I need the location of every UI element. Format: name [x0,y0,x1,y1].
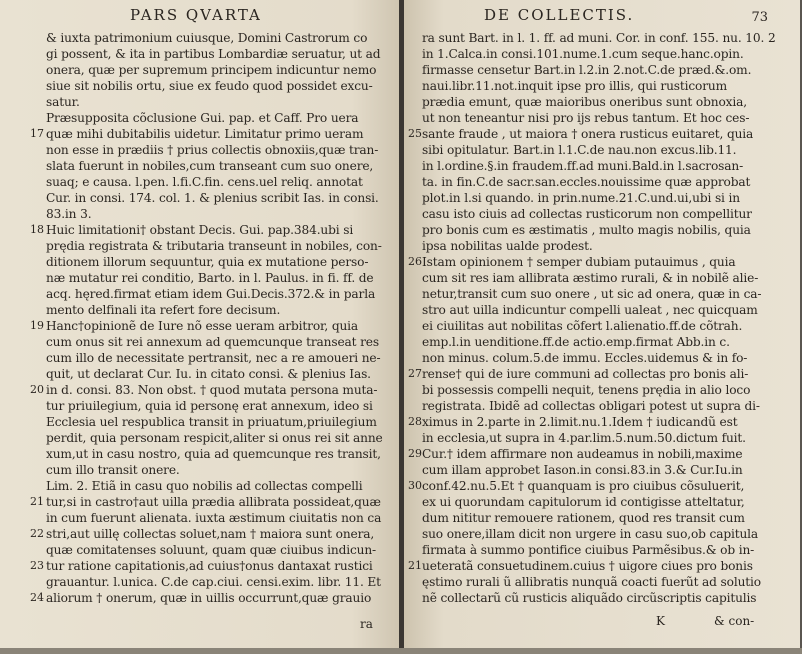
left-page [0,0,401,648]
right-page [404,0,800,648]
margin-number: 17 [30,127,44,140]
text-line: Istam opinionem † semper dubiam putauimus , quia [422,255,736,269]
text-line: ueteratã consuetudinem.cuius † uigore ciues pro bonis [422,559,753,573]
text-line: quæ comitatenses soluunt, quam quæ ciuibus indicun- [46,543,377,557]
margin-number: 18 [30,223,44,236]
right-catchword: & con- [714,614,755,628]
text-line: rense† qui de iure communi ad collectas pro bonis ali- [422,367,749,381]
text-line: ipsa nobilitas ualde prodest. [422,239,593,253]
text-line: perdit, quia personam respicit,aliter si onus rei sit anne [46,431,383,445]
text-line: cum sit res iam allibrata æstimo rurali, & in nobilẽ alie- [422,271,759,285]
text-line: tur ratione capitationis,ad cuius†onus dantaxat rustici [46,559,373,573]
text-line: prædia emunt, quæ maioribus oneribus sunt obnoxia, [422,95,747,109]
text-line: pro bonis cum es æstimatis , multo magis nobilis, quia [422,223,751,237]
text-line: 83.in 3. [46,207,92,221]
text-line: quæ mihi dubitabilis uidetur. Limitatur primo ueram [46,127,364,141]
page-number: 73 [751,10,768,25]
text-line: cum onus sit rei annexum ad quemcunque transeat res [46,335,379,349]
text-line: & iuxta patrimonium cuiusque, Domini Castrorum co [46,31,368,45]
text-line: sante fraude , ut maiora † onera rusticus euitaret, quia [422,127,754,141]
text-line: in d. consi. 83. Non obst. † quod mutata persona muta- [46,383,378,397]
text-line: Huic limitationi† obstant Decis. Gui. pap.384.ubi si [46,223,354,237]
left-running-header: PARS QVARTA [130,6,262,24]
left-catchword: ra [360,617,373,631]
text-line: firmata à summo pontifice ciuibus Parmẽsibus.& ob in- [422,543,755,557]
text-line: slata fuerunt in nobiles,cum transeant cum suo onere, [46,159,374,173]
text-line: ut non teneantur nisi pro ijs rebus tantum. Et hoc ces- [422,111,750,125]
text-line: ra sunt Bart. in l. 1. ff. ad muni. Cor. in conf. 155. nu. 10. 2 [422,31,776,45]
text-line: naui.libr.11.not.inquit ipse pro illis, qui rusticorum [422,79,728,93]
margin-number: 21 [30,495,44,508]
text-line: tur,si in castro†aut uilla prædia allibrata possideat,quæ [46,495,381,509]
text-line: casu isto ciuis ad collectas rusticorum non compellitur [422,207,752,221]
text-line: nẽ collectarũ cũ rusticis aliquãdo circũscriptis capitulis [422,591,757,605]
text-line: satur. [46,95,80,109]
text-line: Cur.† idem affirmare non audeamus in nobili,maxime [422,447,743,461]
margin-number: 27 [408,367,422,380]
margin-number: 20 [30,383,44,396]
text-line: in l.ordine.§.in fraudem.ff.ad muni.Bald.in l.sacrosan- [422,159,744,173]
text-line: prędia registrata & tributaria transeunt in nobiles, con- [46,239,382,253]
text-line: ęstimo rurali ũ allibratis nunquã coacti fuerũt ad solutio [422,575,761,589]
margin-number: 22 [30,527,44,540]
text-line: Ecclesia uel respublica transit in priuatum,priuilegium [46,415,377,429]
text-line: in cum fuerunt alienata. iuxta æstimum ciuitatis non ca [46,511,382,525]
text-line: Hanc†opinionẽ de Iure nõ esse ueram arbitror, quia [46,319,359,333]
text-line: cum illo de necessitate pertransit, nec a re amoueri ne- [46,351,381,365]
text-line: næ mutatur rei conditio, Barto. in l. Paulus. in fi. ff. de [46,271,374,285]
margin-number: 29 [408,447,422,460]
book-bottom-edge [0,648,802,654]
text-line: dum nititur remouere rationem, quod res transit cum [422,511,745,525]
text-line: suo onere,illam dicit non urgere in casu suo,ob capitula [422,527,759,541]
text-line: ex ui quorundam capitulorum id contigisse atteltatur, [422,495,745,509]
text-line: in 1.Calca.in consi.101.nume.1.cum seque.hanc.opin. [422,47,744,61]
margin-number: 26 [408,255,422,268]
text-line: cum illam approbet Iason.in consi.83.in 3.& Cur.Iu.in [422,463,743,477]
text-line: suaq; e causa. l.pen. l.fi.C.fin. cens.uel reliq. annotat [46,175,363,189]
text-line: Præsupposita cõclusione Gui. pap. et Caff. Pro uera [46,111,359,125]
text-line: gi possent, & ita in partibus Lombardiæ seruatur, ut ad [46,47,381,61]
text-line: conf.42.nu.5.Et † quanquam is pro ciuibus cõsuluerit, [422,479,745,493]
text-line: onera, quæ per supremum principem indicuntur nemo [46,63,377,77]
text-line: cum illo transit onere. [46,463,180,477]
text-line: Lim. 2. Etiã in casu quo nobilis ad collectas compelli [46,479,363,493]
text-line: stro aut uilla indicuntur compelli ualeat , nec quicquam [422,303,758,317]
text-line: mento delfinali ita refert fore decisum. [46,303,281,317]
text-line: registrata. Ibidẽ ad collectas obligari potest ut supra di- [422,399,760,413]
text-line: quit, ut declarat Cur. Iu. in citato consi. & plenius Ias. [46,367,371,381]
text-line: ximus in 2.parte in 2.limit.nu.1.Idem † iudicandũ est [422,415,738,429]
margin-number: 28 [408,415,422,428]
text-line: siue sit nobilis ortu, siue ex feudo quod possidet excu- [46,79,373,93]
text-line: non esse in prædiis † prius collectis obnoxiis,quæ tran- [46,143,379,157]
margin-number: 25 [408,127,422,140]
right-running-header: DE COLLECTIS. [484,6,635,24]
text-line: tur priuilegium, quia id personę erat annexum, ideo si [46,399,373,413]
margin-number: 24 [30,591,44,604]
text-line: bi possessis compelli nequit, tenens prędia in alio loco [422,383,751,397]
text-line: Cur. in consi. 174. col. 1. & plenius scribit Ias. in consi. [46,191,379,205]
text-line: ta. in fin.C.de sacr.san.eccles.nouissime quæ approbat [422,175,751,189]
text-line: acq. hęred.firmat etiam idem Gui.Decis.372.& in parla [46,287,376,301]
margin-number: 21 [408,559,422,572]
text-line: ditionem illorum sequuntur, quia ex mutatione perso- [46,255,369,269]
text-line: stri,aut uillę collectas soluet,nam † maiora sunt onera, [46,527,375,541]
margin-number: 19 [30,319,44,332]
text-line: netur,transit cum suo onere , ut sic ad onera, quæ in ca- [422,287,762,301]
text-line: xum,ut in casu nostro, quia ad quemcunque res transit, [46,447,381,461]
margin-number: 30 [408,479,422,492]
text-line: grauantur. l.unica. C.de cap.ciui. censi.exim. libr. 11. Et [46,575,381,589]
text-line: ei ciuilitas aut nobilitas cõfert l.alienatio.ff.de cõtrah. [422,319,743,333]
text-line: emp.l.in uenditione.ff.de actio.emp.firmat Abb.in c. [422,335,730,349]
signature-mark: K [656,614,665,628]
text-line: in ecclesia,ut supra in 4.par.lim.5.num.50.dictum fuit. [422,431,746,445]
text-line: non minus. colum.5.de immu. Eccles.uidemus & in fo- [422,351,748,365]
text-line: sibi opitulatur. Bart.in l.1.C.de nau.non excus.lib.11. [422,143,737,157]
text-line: plot.in l.si quando. in prin.nume.21.C.und.ui,ubi si in [422,191,740,205]
margin-number: 23 [30,559,44,572]
text-line: firmasse censetur Bart.in l.2.in 2.not.C.de præd.&.om. [422,63,752,77]
text-line: aliorum † onerum, quæ in uillis occurrunt,quæ grauio [46,591,372,605]
